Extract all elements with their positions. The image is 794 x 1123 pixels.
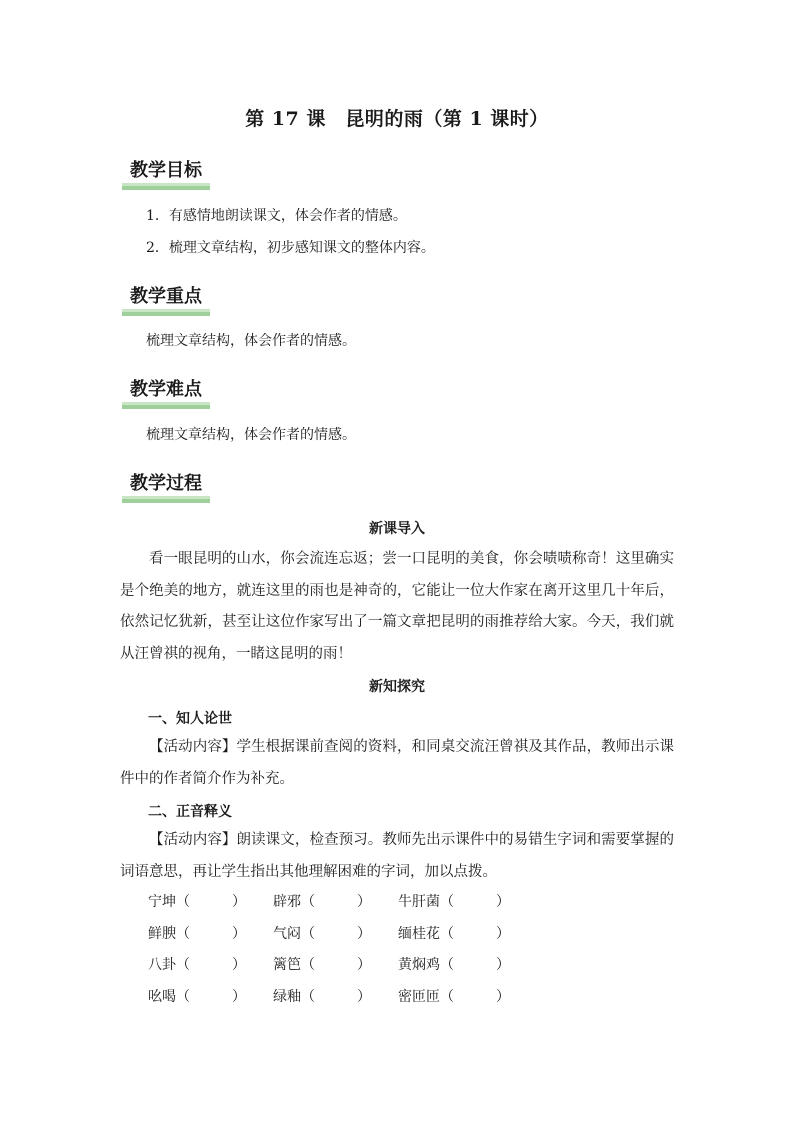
part2-activity-label: 【活动内容】 [149,832,237,848]
vocab-item: 绿釉（ ） [273,988,371,1005]
vocab-item: 宁坤（ ） [148,894,246,910]
objective-item-1: 1．有感情地朗读课文，体会作者的情感。 [146,208,407,224]
vocab-row [148,891,668,923]
vocab-item: 密匝匝（ ） [398,988,510,1005]
vocab-item: 牛肝菌（ ） [398,894,510,910]
objective-item-2: 2．梳理文章结构，初步感知课文的整体内容。 [146,240,435,256]
part2-activity-text: 朗读课文，检查预习。教师先出示课件中的易错生字词和需要掌握的词语意思，再让学生指出其他理解困难的字词，加以点拨。 [120,832,674,880]
intro-title: 新课导入 [369,521,425,537]
part1-heading: 一、知人论世 [148,711,232,727]
vocab-row [148,986,668,1018]
key-points-text: 梳理文章结构，体会作者的情感。 [146,333,356,349]
vocab-item: 黄焖鸡（ ） [398,957,510,973]
part2-activity [120,825,674,888]
vocab-row [148,923,668,955]
vocab-item: 吆喝（ ） [148,988,246,1005]
vocab-item: 篱笆（ ） [273,957,371,973]
objectives-heading: 教学目标 [122,158,210,190]
difficulties-text: 梳理文章结构，体会作者的情感。 [146,427,356,443]
lesson-title: 第 17 课 昆明的雨（第 1 课时） [245,108,549,130]
key-points-heading: 教学重点 [122,284,210,316]
intro-paragraph: 看一眼昆明的山水，你会流连忘返；尝一口昆明的美食，你会啧啧称奇！这里确实是个绝美的地方，就连这里的雨也是神奇的，它能让一位大作家在离开这里几十年后，依然记忆犹新，甚至让这位作家写出了一篇文章把昆明的雨推荐给大家。今天，我们就从汪曾祺的视角，一睹这昆明的雨！ [120,551,674,662]
vocab-item: 鲜腴（ ） [148,925,246,942]
part1-activity-text: 学生根据课前查阅的资料，和同桌交流汪曾祺及其作品，教师出示课件中的作者简介作为补充。 [120,739,674,787]
vocab-item: 缅桂花（ ） [398,925,510,942]
process-heading: 教学过程 [122,471,210,503]
vocab-item: 八卦（ ） [148,957,246,973]
difficulties-heading: 教学难点 [122,377,210,409]
part2-heading: 二、正音释义 [148,804,232,820]
vocab-row [148,954,668,986]
vocab-item: 气闷（ ） [273,925,371,942]
part1-activity-label: 【活动内容】 [149,739,237,755]
part1-activity [120,732,674,795]
explore-title: 新知探究 [369,679,425,695]
vocab-grid [148,891,668,1017]
vocab-item: 辟邪（ ） [273,894,371,910]
